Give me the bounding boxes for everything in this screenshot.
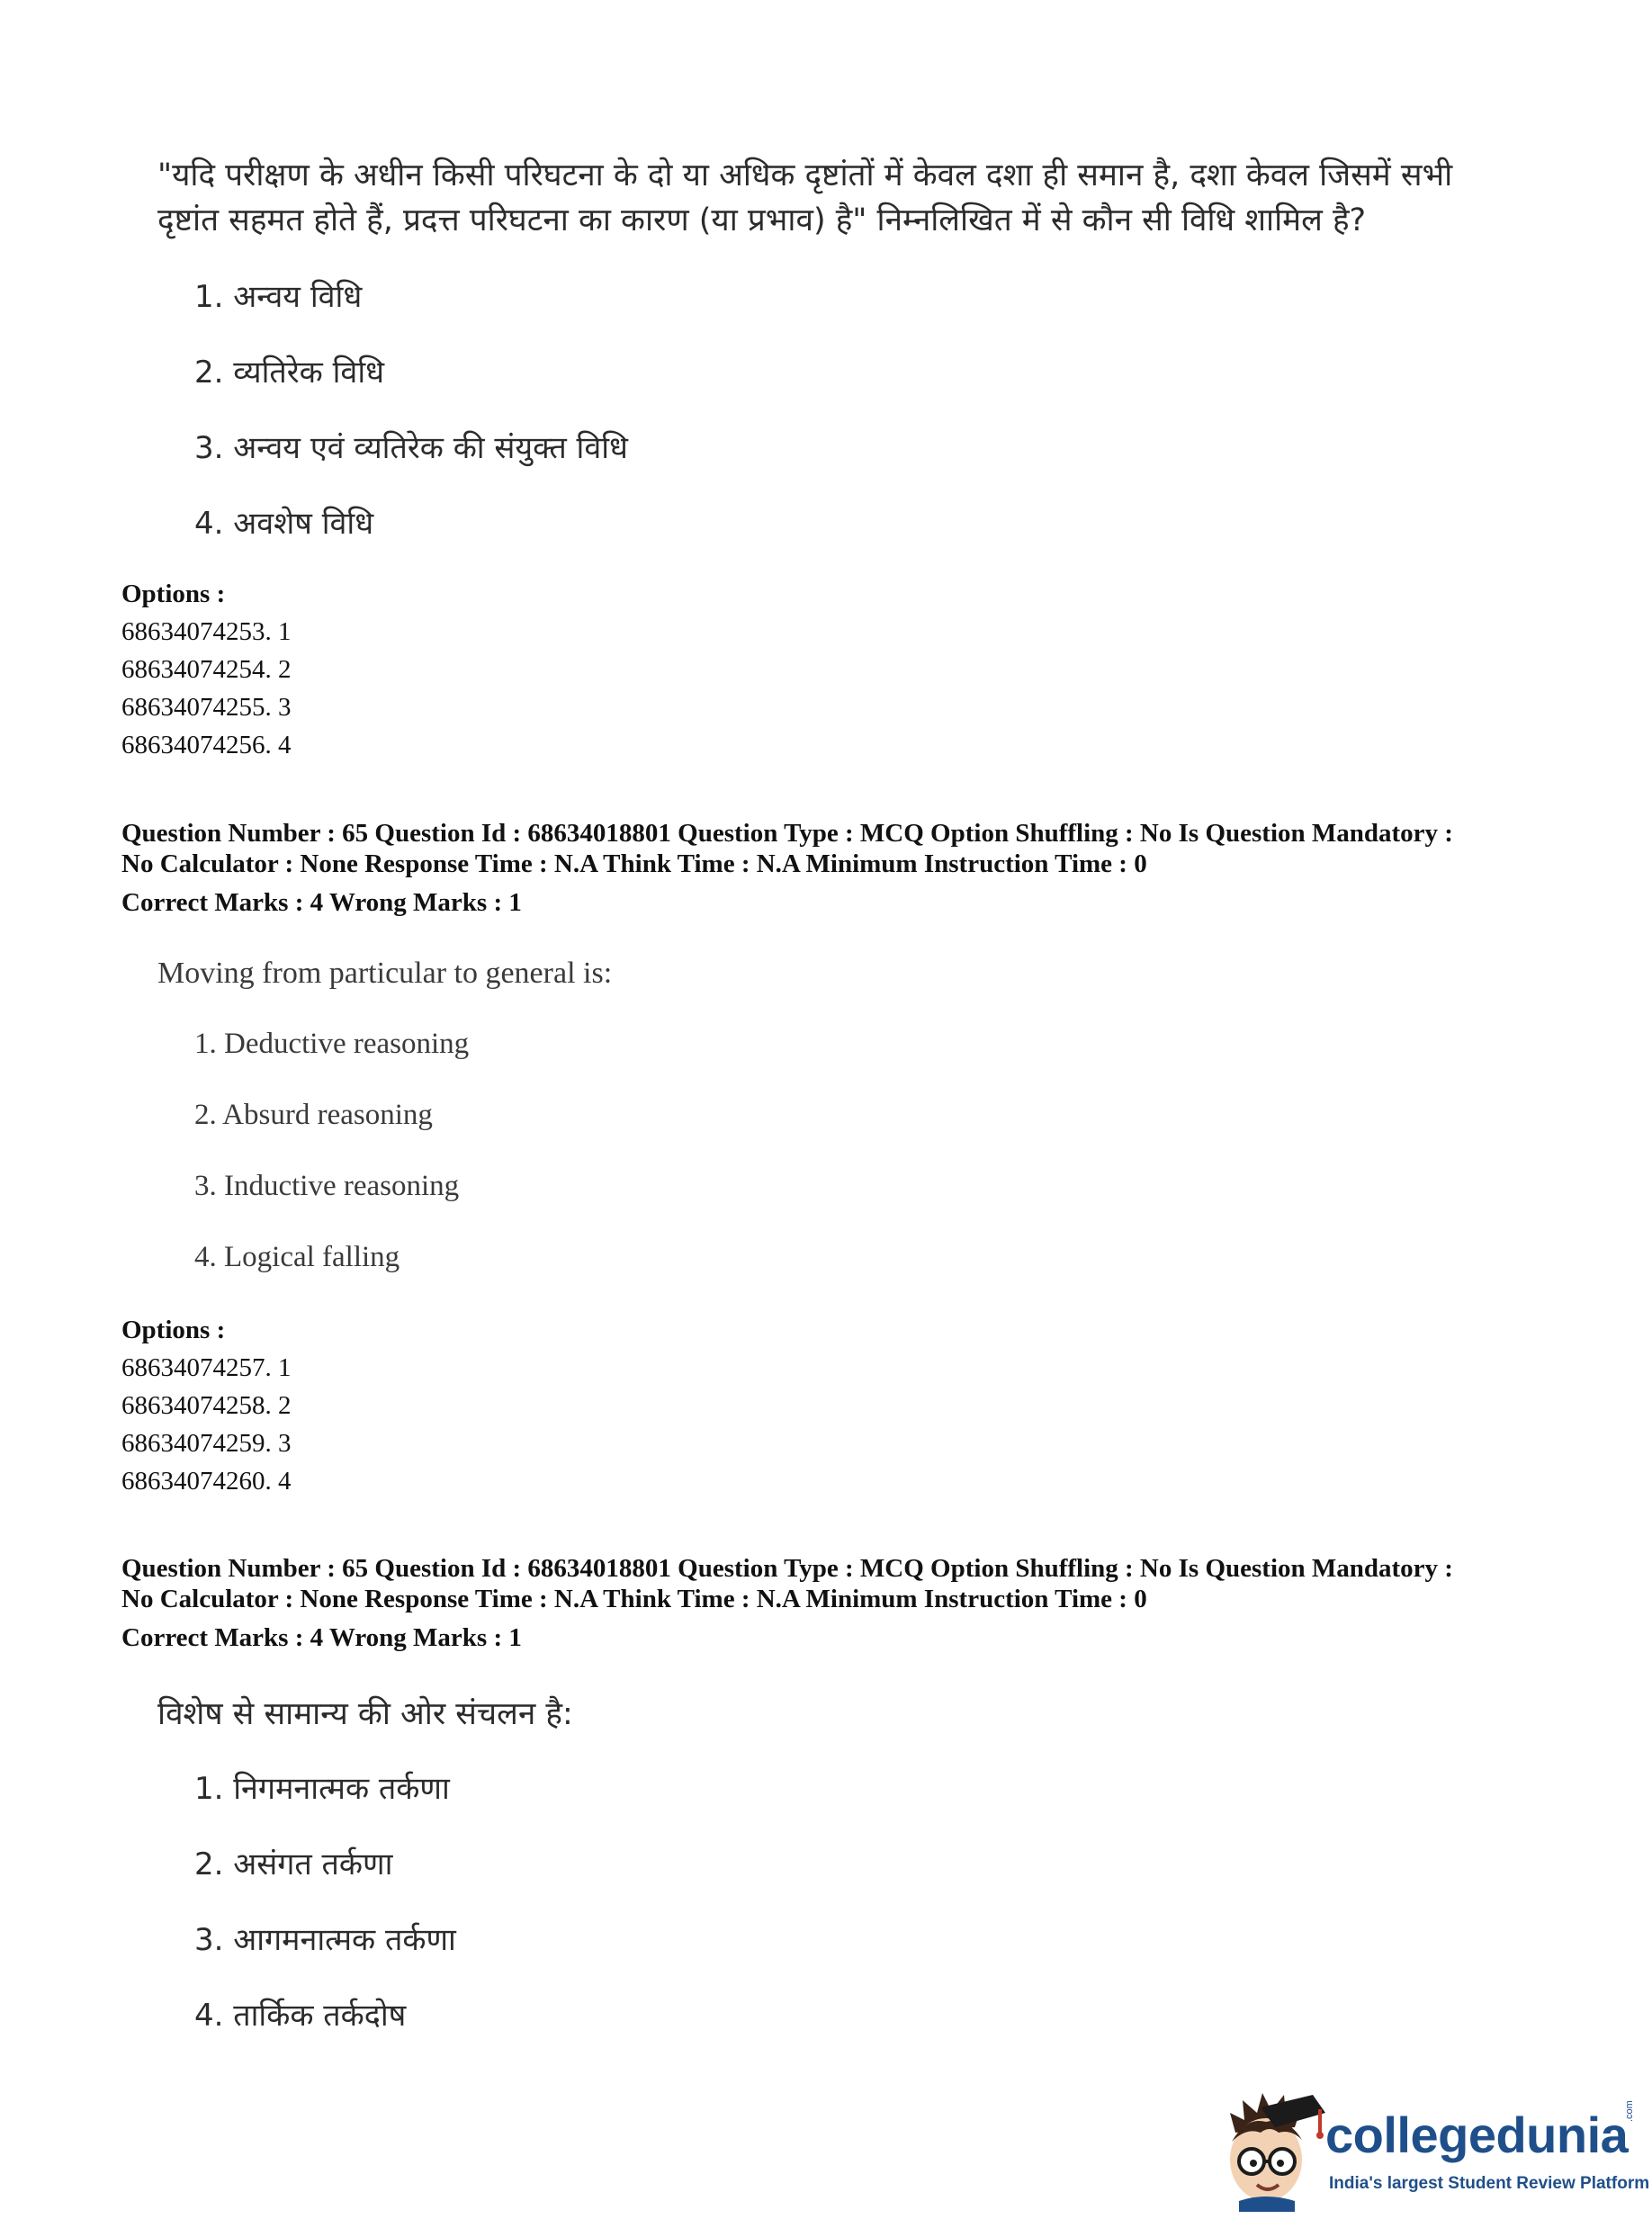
question-meta-line: Question Number : 65 Question Id : 68634018801 Question Type : MCQ Option Shuffling : No Is Question Mandatory : bbox=[121, 819, 1453, 848]
options-heading: Options : bbox=[121, 1316, 226, 1344]
collegedunia-logo[interactable] bbox=[1219, 2086, 1650, 2212]
question-text-hindi: "यदि परीक्षण के अधीन किसी परिघटना के दो या अधिक दृष्टांतों में केवल दशा ही समान है, दशा केवल जिसमें सभी दृष्टांत सहमत होते हैं, प्रदत्त परिघटना का कारण (या प्रभाव) है" निम्नलिखित में से कौन सी विधि शामिल है? bbox=[157, 157, 1453, 238]
logo-wordmark: collegedunia bbox=[1325, 2107, 1629, 2163]
option-id-line: 68634074260. 4 bbox=[121, 1467, 292, 1496]
choice-1: 1. Deductive reasoning bbox=[194, 1028, 470, 1060]
question-text-english: Moving from particular to general is: bbox=[157, 957, 613, 990]
option-id-line: 68634074255. 3 bbox=[121, 693, 292, 722]
question-marks-line: Correct Marks : 4 Wrong Marks : 1 bbox=[121, 888, 522, 917]
choice-4: 4. अवशेष विधि bbox=[194, 506, 374, 542]
choice-3: 3. आगमनात्मक तर्कणा bbox=[194, 1922, 456, 1958]
choice-4: 4. तार्किक तर्कदोष bbox=[194, 1998, 407, 2034]
choice-2: 2. व्यतिरेक विधि bbox=[194, 355, 385, 391]
choice-3: 3. Inductive reasoning bbox=[194, 1170, 460, 1202]
mascot-icon bbox=[1219, 2086, 1327, 2212]
choice-1: 1. अन्वय विधि bbox=[194, 279, 363, 315]
option-id-line: 68634074259. 3 bbox=[121, 1429, 292, 1458]
question-meta-line: No Calculator : None Response Time : N.A Think Time : N.A Minimum Instruction Time : 0 bbox=[121, 1585, 1147, 1613]
option-id-line: 68634074258. 2 bbox=[121, 1391, 292, 1420]
logo-domain-suffix: .com bbox=[1624, 2100, 1635, 2122]
choice-2: 2. असंगत तर्कणा bbox=[194, 1846, 393, 1882]
choice-3: 3. अन्वय एवं व्यतिरेक की संयुक्त विधि bbox=[194, 430, 628, 466]
logo-tagline: India's largest Student Review Platform bbox=[1329, 2174, 1650, 2193]
question-text-hindi: विशेष से सामान्य की ओर संचलन है: bbox=[157, 1696, 573, 1732]
option-id-line: 68634074254. 2 bbox=[121, 655, 292, 684]
option-id-line: 68634074253. 1 bbox=[121, 617, 292, 646]
options-heading: Options : bbox=[121, 579, 226, 608]
question-meta-line: Question Number : 65 Question Id : 68634018801 Question Type : MCQ Option Shuffling : No Is Question Mandatory : bbox=[121, 1554, 1453, 1583]
choice-1: 1. निगमनात्मक तर्कणा bbox=[194, 1771, 450, 1807]
choice-4: 4. Logical falling bbox=[194, 1241, 400, 1273]
option-id-line: 68634074257. 1 bbox=[121, 1353, 292, 1382]
choice-2: 2. Absurd reasoning bbox=[194, 1099, 433, 1131]
option-id-line: 68634074256. 4 bbox=[121, 731, 292, 759]
question-marks-line: Correct Marks : 4 Wrong Marks : 1 bbox=[121, 1623, 522, 1652]
question-meta-line: No Calculator : None Response Time : N.A Think Time : N.A Minimum Instruction Time : 0 bbox=[121, 849, 1147, 878]
